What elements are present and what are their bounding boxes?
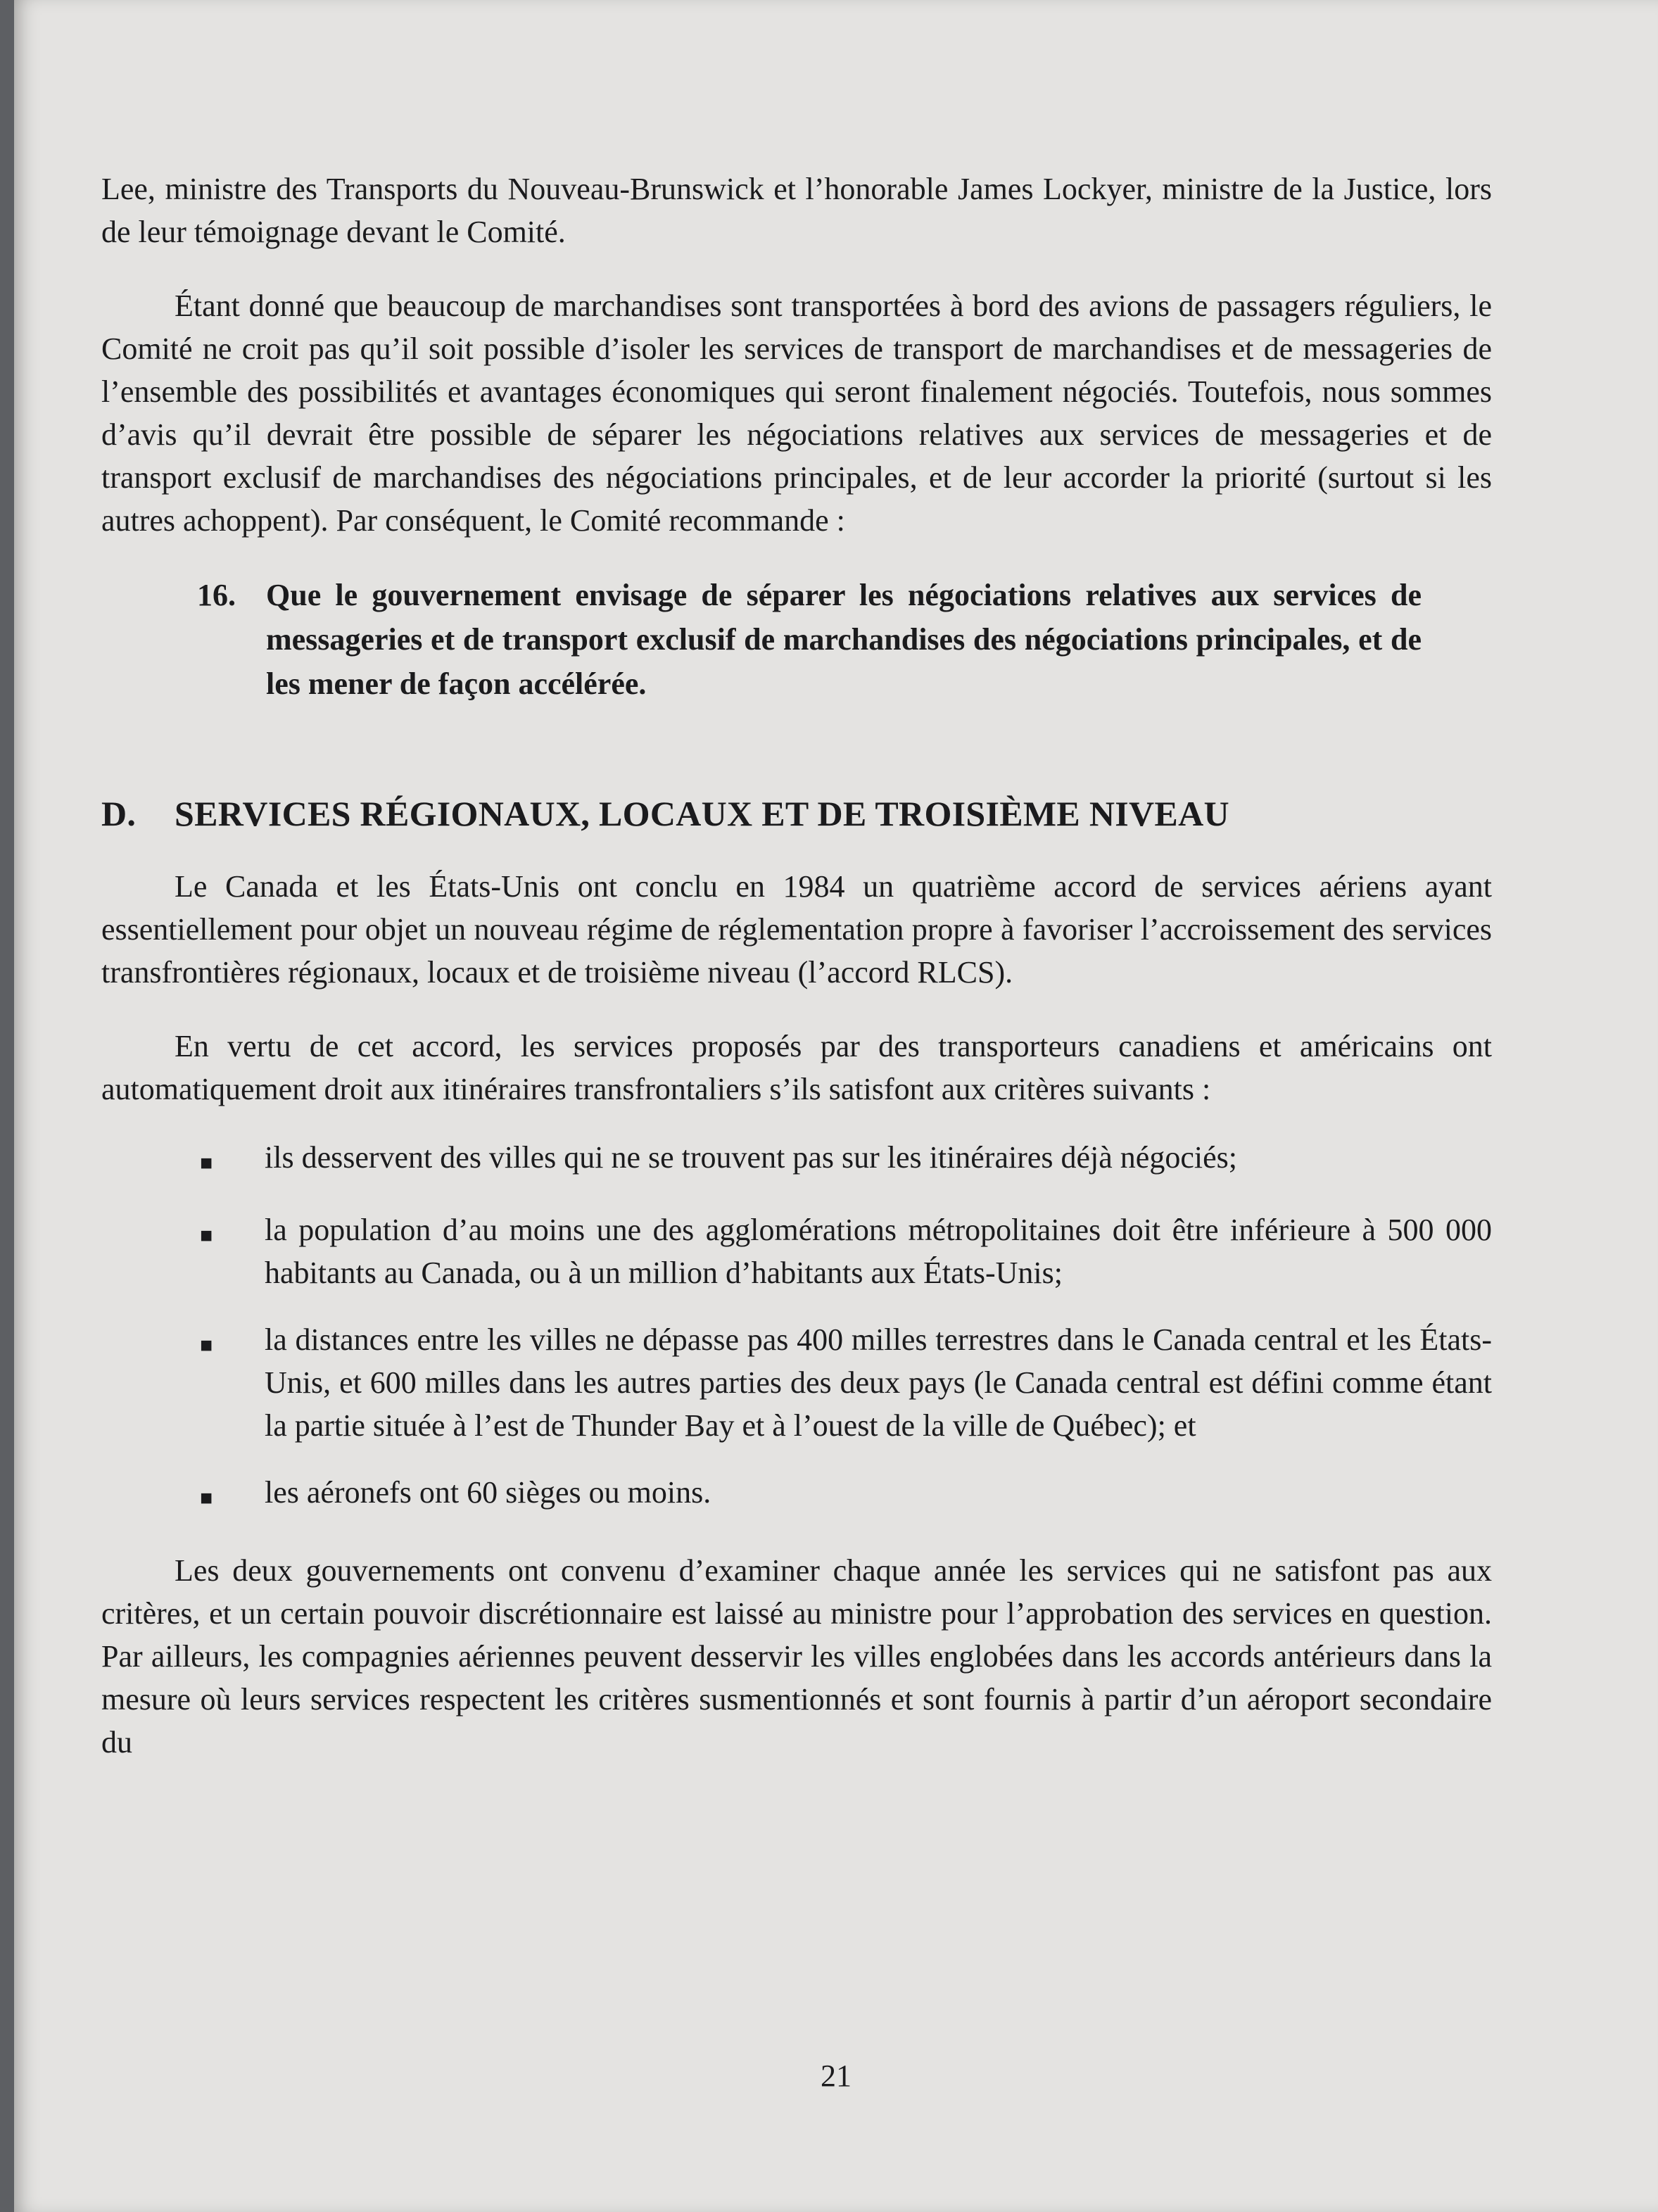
list-item-text: les aéronefs ont 60 sièges ou moins. — [265, 1475, 711, 1510]
intro-paragraph: Lee, ministre des Transports du Nouveau-Brunswick et l’honorable James Lockyer, ministre de la Justice, lors de leur témoignage devant le Comité. — [101, 172, 1492, 249]
list-item — [200, 1471, 1492, 1519]
page-number: 21 — [821, 2059, 852, 2093]
list-item-text: la distances entre les villes ne dépasse pas 400 milles terrestres dans le Canada central et les États-Unis, et 600 milles dans les autres parties des deux pays (le Canada central est défini comme étant la partie située à l’est de Thunder Bay et à l’ouest de la ville de Québec); et — [265, 1322, 1492, 1443]
paragraph-rlcs-agreement: Le Canada et les États-Unis ont conclu en 1984 un quatrième accord de services aériens ayant essentiellement pour objet un nouveau régime de réglementation propre à favoriser l’accroissement des services transfrontières régionaux, locaux et de troisième niveau (l’accord RLCS). — [101, 869, 1492, 990]
document-page — [14, 0, 1658, 2212]
criteria-list — [101, 1136, 1492, 1519]
recommendation-16 — [101, 573, 1492, 706]
list-item-text: la population d’au moins une des agglomérations métropolitaines doit être inférieure à 500 000 habitants au Canada, ou à un million d’habitants aux États-Unis; — [265, 1213, 1492, 1290]
paragraph-cargo: Étant donné que beaucoup de marchandises sont transportées à bord des avions de passagers réguliers, le Comité ne croit pas qu’il soit possible d’isoler les services de transport de marchandises et de messageries de l’ensemble des possibilités et avantages économiques qui seront finalement négociés. Toutefois, nous sommes d’avis qu’il devrait être possible de séparer les négociations relatives aux services de messageries et de transport exclusif de marchandises des négociations principales, et de leur accorder la priorité (surtout si les autres achoppent). Par conséquent, le Comité recommande : — [101, 289, 1492, 538]
bullet-icon: ■ — [200, 1334, 213, 1357]
list-item — [200, 1208, 1492, 1294]
bullet-icon: ■ — [200, 1486, 213, 1510]
recommendation-number: 16. — [197, 578, 236, 612]
section-heading — [101, 790, 1492, 837]
paragraph-criteria-intro: En vertu de cet accord, les services proposés par des transporteurs canadiens et américains ont automatiquement droit aux itinéraires transfrontaliers s’ils satisfont aux critères suivants : — [101, 1029, 1492, 1106]
list-item-text: ils desservent des villes qui ne se trouvent pas sur les itinéraires déjà négociés; — [265, 1140, 1237, 1175]
bullet-icon: ■ — [200, 1224, 213, 1247]
list-item — [200, 1318, 1492, 1447]
list-item — [200, 1136, 1492, 1184]
section-title: SERVICES RÉGIONAUX, LOCAUX ET DE TROISIÈME NIVEAU — [175, 794, 1229, 833]
recommendation-text: Que le gouvernement envisage de séparer les négociations relatives aux services de messageries et de transport exclusif de marchandises des négociations principales, et de les mener de façon accélérée. — [266, 578, 1422, 701]
page-content — [101, 168, 1492, 1764]
section-letter: D. — [101, 794, 137, 833]
paragraph-annual-review: Les deux gouvernements ont convenu d’examiner chaque année les services qui ne satisfont pas aux critères, et un certain pouvoir discrétionnaire est laissé au ministre pour l’approbation des services en question. Par ailleurs, les compagnies aériennes peuvent desservir les villes englobées dans les accords antérieurs dans la mesure où leurs services respectent les critères susmentionnés et sont fournis à partir d’un aéroport secondaire du — [101, 1553, 1492, 1759]
bullet-icon: ■ — [200, 1151, 213, 1175]
